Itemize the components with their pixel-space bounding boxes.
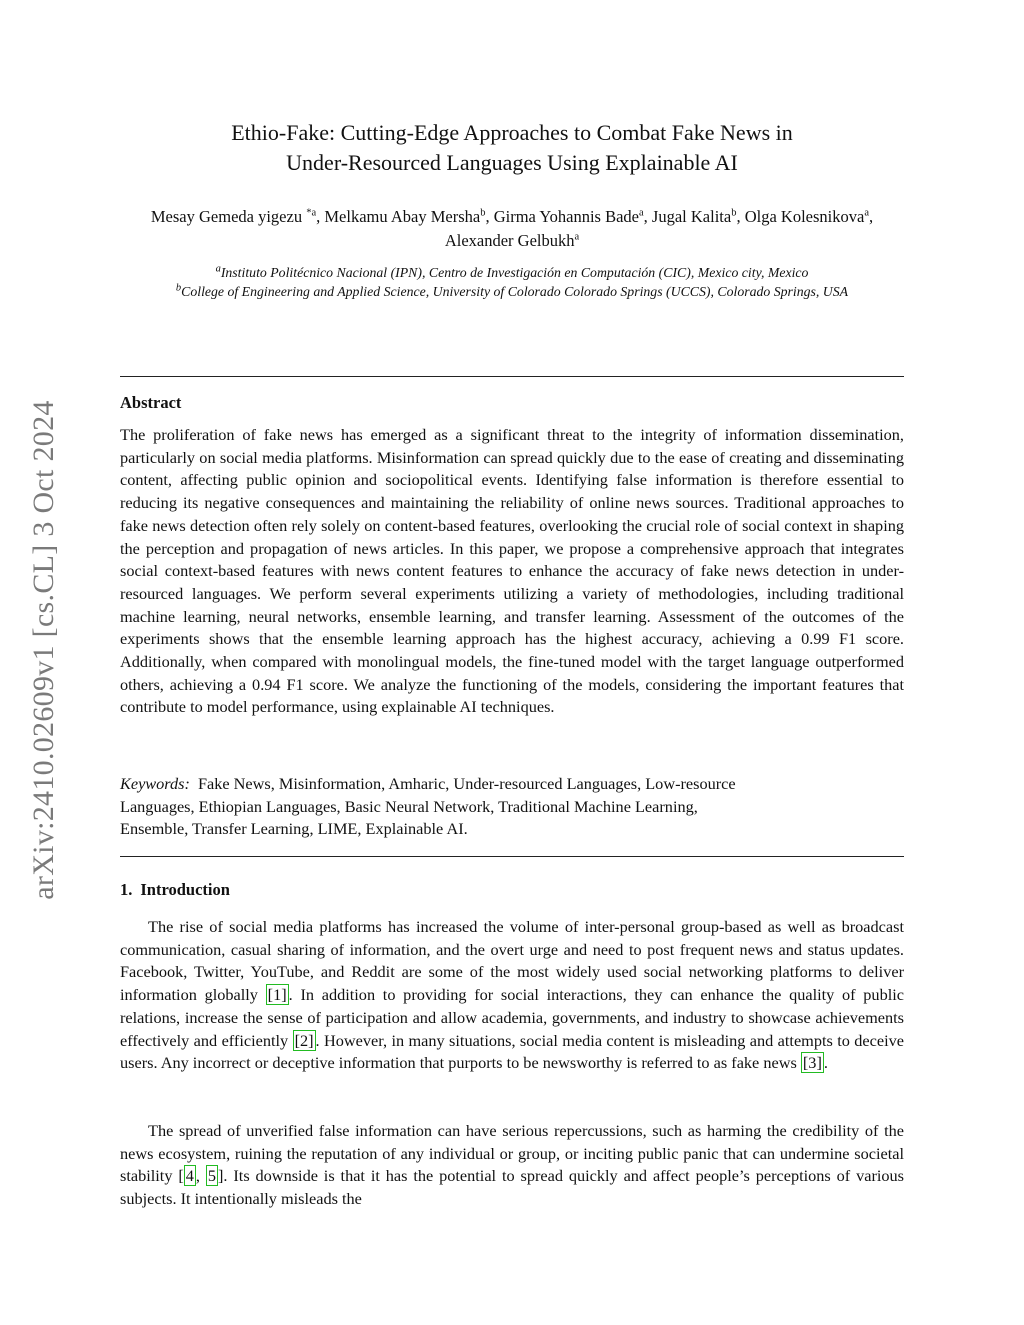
keywords-block: [120, 773, 904, 841]
author-name: Olga Kolesnikova: [744, 207, 865, 226]
affiliation-text: Instituto Politécnico Nacional (IPN), Centro de Investigación en Computación (CIC), Mexico city, Mexico: [220, 265, 809, 280]
paper-title: [120, 118, 904, 178]
citation-link-2[interactable]: [2]: [294, 1030, 314, 1050]
abstract-text: The proliferation of fake news has emerged as a significant threat to the integrity of information dissemination, particularly on social media platforms. Misinformation can spread quickly due to the ease of creating and disseminating content, affecting public opinion and sociopolitical events. Identifying false information is therefore essential to reducing its negative consequences and maintaining the reliability of online news sources. Traditional approaches to fake news detection often rely solely on content-based features, overlooking the crucial role of social context in shaping the perception and propagation of news articles. In this paper, we propose a comprehensive approach that integrates social context-based features with news content features to enhance the accuracy of fake news detection in under-resourced languages. We perform several experiments utilizing a variety of methodologies, including traditional machine learning, neural networks, ensemble learning, and transfer learning. Assessment of the outcomes of the experiments shows that the ensemble learning approach has the highest accuracy, achieving a 0.99 F1 score. Additionally, when compared with monolingual models, the fine-tuned model with the target language outperformed others, achieving a 0.94 F1 score. We analyze the functioning of the models, considering the important features that contribute to model performance, using explainable AI techniques.: [120, 425, 904, 717]
affiliation-mark: a: [215, 263, 221, 275]
title-line-2: Under-Resourced Languages Using Explainable AI: [286, 150, 738, 175]
arxiv-identifier: arXiv:2410.02609v1 [cs.CL] 3 Oct 2024: [27, 400, 60, 900]
affiliations: [120, 264, 904, 301]
intro-paragraph-1: [120, 916, 904, 1075]
keywords-line-1: Fake News, Misinformation, Amharic, Under-resourced Languages, Low-resource: [197, 774, 736, 793]
citation-bracket: ]: [218, 1166, 224, 1186]
section-heading-introduction: [120, 880, 230, 900]
paragraph-text: . In addition to providing for social interactions, they can enhance the quality of public relations, increase the sense of participation and allow academia, governments, and industry to showcase achievements effectively and efficiently: [120, 985, 904, 1050]
abstract-bottom-divider: [120, 856, 904, 857]
keywords-line-3: Ensemble, Transfer Learning, LIME, Explainable AI.: [120, 819, 468, 839]
abstract-top-divider: [120, 376, 904, 377]
section-title: Introduction: [140, 880, 230, 899]
author-name: Girma Yohannis Bade: [493, 207, 639, 226]
citation-link-4[interactable]: 4: [185, 1166, 194, 1186]
paragraph-text: .: [823, 1053, 828, 1073]
paragraph-text: . Its downside is that it has the potential to spread quickly and affect people’s perceptions of various subjects. It intentionally misleads the: [120, 1166, 905, 1209]
paragraph-text: The spread of unverified false information can have serious repercussions, such as harming the credibility of the news ecosystem, ruining the reputation of any individual or group, or inciting public panic that can undermine societal stability: [120, 1121, 904, 1186]
title-line-1: Ethio-Fake: Cutting-Edge Approaches to Combat Fake News in: [231, 120, 793, 145]
citation-separator: ,: [195, 1166, 206, 1186]
affiliation-a: [120, 264, 904, 283]
citation-link-5[interactable]: 5: [207, 1166, 216, 1186]
abstract-heading: Abstract: [120, 393, 182, 412]
citation-bracket: [: [178, 1166, 184, 1186]
author-affiliation-mark: *a: [306, 207, 317, 219]
author-name: Mesay Gemeda yigezu: [150, 207, 307, 226]
keywords-label: Keywords:: [120, 774, 190, 793]
affiliation-text: College of Engineering and Applied Science, University of Colorado Colorado Springs (UCCS), Colorado Springs, USA: [181, 283, 849, 299]
author-name: Melkamu Abay Mersha: [324, 207, 481, 226]
intro-paragraph-2: [120, 1120, 904, 1211]
author-affiliation-mark: a: [864, 207, 869, 219]
author-name: Jugal Kalita: [651, 207, 732, 226]
section-number: 1.: [120, 880, 133, 899]
author-affiliation-mark: a: [639, 207, 644, 219]
author-affiliation-mark: a: [574, 231, 580, 243]
affiliation-mark: b: [175, 281, 182, 293]
author-name: Alexander Gelbukh: [444, 231, 575, 250]
paragraph-text: The rise of social media platforms has increased the volume of inter-personal group-based as well as broadcast communication, casual sharing of information, and the overt urge and need to post frequent news and status updates. Facebook, Twitter, YouTube, and Reddit are some of the most widely used social networking platforms to deliver information globally: [120, 917, 904, 1005]
citation-link-3[interactable]: [3]: [802, 1053, 822, 1073]
citation-link-1[interactable]: [1]: [267, 985, 287, 1005]
keywords-line-2: Languages, Ethiopian Languages, Basic Neural Network, Traditional Machine Learning,: [120, 796, 698, 816]
affiliation-b: [120, 283, 904, 302]
author-affiliation-mark: b: [480, 207, 486, 219]
paragraph-text: . However, in many situations, social media content is misleading and attempts to deceive users. Any incorrect or deceptive information that purports to be newsworthy is referred to as fake news: [120, 1030, 904, 1073]
author-affiliation-mark: b: [731, 207, 737, 219]
author-list: Mesay Gemeda yigezu $^{*a}$, Melkamu Abay Mersha$^b$, Girma Yohannis Bade$^a$, Jugal Kalita$^b$, Olga Kolesnikova$^a$, Alexander Gelbukh$^a$: [150, 207, 874, 250]
